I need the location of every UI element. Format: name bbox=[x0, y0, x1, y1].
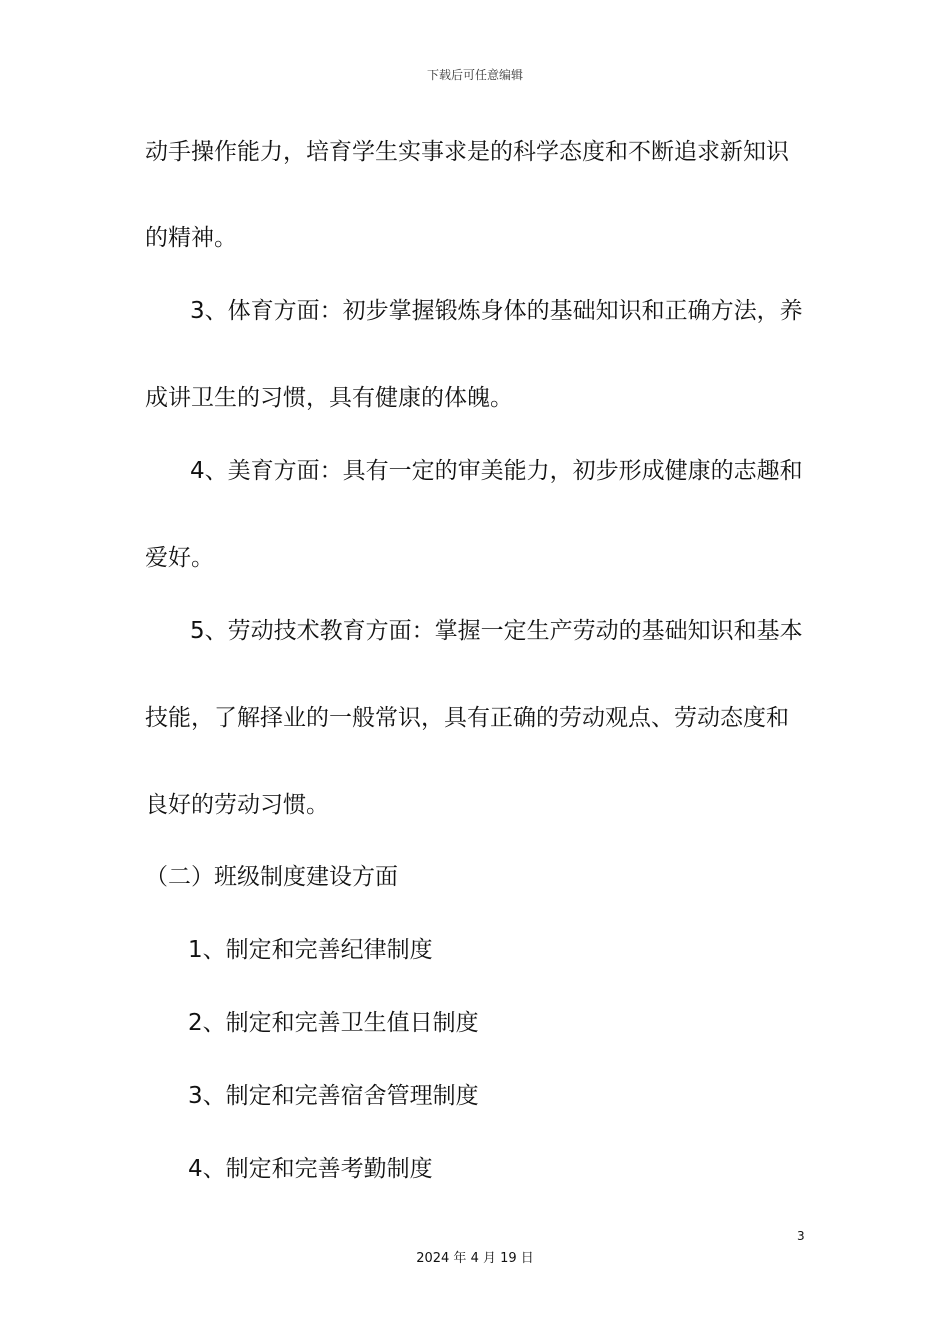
paragraph-line: 良好的劳动习惯。 bbox=[145, 792, 329, 818]
list-item: 3、制定和完善宿舍管理制度 bbox=[188, 1083, 479, 1109]
paragraph-line: 3、体育方面：初步掌握锻炼身体的基础知识和正确方法，养 bbox=[190, 298, 803, 324]
footer-date: 2024 年 4 月 19 日 bbox=[416, 1251, 534, 1266]
paragraph-line: 技能，了解择业的一般常识，具有正确的劳动观点、劳动态度和 bbox=[145, 705, 789, 731]
paragraph-line: 爱好。 bbox=[145, 545, 214, 571]
paragraph-line: 成讲卫生的习惯，具有健康的体魄。 bbox=[145, 385, 513, 411]
page-header: 下载后可任意编辑 bbox=[426, 68, 523, 82]
list-item: 4、制定和完善考勤制度 bbox=[188, 1156, 433, 1182]
paragraph-line: 4、美育方面：具有一定的审美能力，初步形成健康的志趣和 bbox=[190, 458, 803, 484]
list-item: 1、制定和完善纪律制度 bbox=[188, 937, 433, 963]
paragraph-line: 的精神。 bbox=[145, 225, 237, 251]
list-item: 2、制定和完善卫生值日制度 bbox=[188, 1010, 479, 1036]
page-number: 3 bbox=[797, 1229, 805, 1243]
paragraph-line: 5、劳动技术教育方面：掌握一定生产劳动的基础知识和基本 bbox=[190, 618, 803, 644]
section-heading: （二）班级制度建设方面 bbox=[145, 864, 398, 890]
paragraph-line: 动手操作能力，培育学生实事求是的科学态度和不断追求新知识 bbox=[145, 139, 789, 165]
